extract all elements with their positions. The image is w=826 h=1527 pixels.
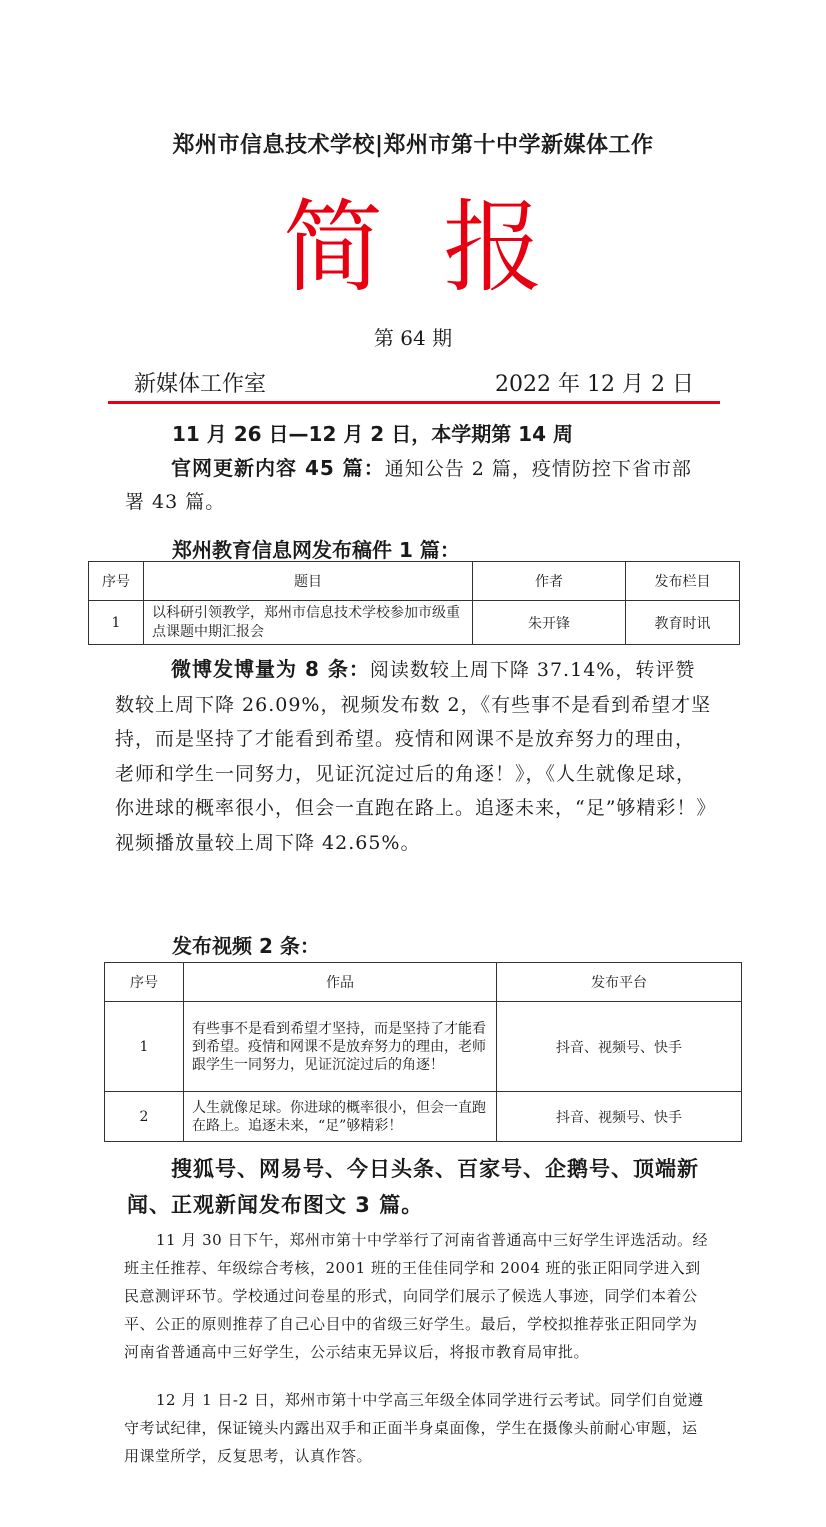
table-cell: 以科研引领教学，郑州市信息技术学校参加市级重点课题中期汇报会	[144, 601, 473, 645]
issue-number: 第 64 期	[373, 326, 453, 350]
weibo-lead: 微博发博量为 8 条：	[171, 657, 370, 681]
table-cell: 1	[105, 1002, 184, 1092]
edu-net-heading: 郑州教育信息网发布稿件 1 篇：	[172, 538, 460, 562]
edu-net-table	[88, 561, 740, 645]
table-cell: 抖音、视频号、快手	[497, 1002, 742, 1092]
table-cell: 朱开锋	[473, 601, 626, 645]
weibo-summary	[115, 652, 713, 860]
table-cell: 有些事不是看到希望才坚持，而是坚持了才能看到希望。疫情和网课不是放弃努力的理由，老师跟学生一同努力，见证沉淀过后的角逐！	[184, 1002, 497, 1092]
table-cell: 2	[105, 1092, 184, 1142]
organization-title: 郑州市信息技术学校|郑州市第十中学新媒体工作	[172, 133, 654, 158]
column-header: 作者	[473, 562, 626, 601]
website-summary	[125, 452, 710, 519]
table-cell: 抖音、视频号、快手	[497, 1092, 742, 1142]
paragraph-cloud-exam: 12 月 1 日-2 日，郑州市第十中学高三年级全体同学进行云考试。同学们自觉遵守考试纪律，保证镜头内露出双手和正面半身桌面像，学生在摄像头前耐心审题，运用课堂所学，反复思考，认真作答。	[124, 1391, 704, 1465]
videos-table	[104, 962, 742, 1142]
header-divider	[108, 401, 720, 404]
media-heading: 搜狐号、网易号、今日头条、百家号、企鹅号、顶端新闻、正观新闻发布图文 3 篇。	[127, 1157, 699, 1217]
column-header: 作品	[184, 963, 497, 1002]
office-name: 新媒体工作室	[134, 372, 267, 397]
week-line: 11 月 26 日—12 月 2 日，本学期第 14 周	[172, 422, 573, 446]
table-row	[89, 601, 740, 645]
column-header: 发布栏目	[626, 562, 740, 601]
website-text: 通知公告 2 篇，疫情防控下省市部署 43 篇。	[125, 458, 692, 513]
masthead-title: 简报	[283, 189, 603, 306]
issue-date: 2022 年 12 月 2 日	[495, 372, 694, 397]
column-header: 题目	[144, 562, 473, 601]
table-row	[105, 1092, 742, 1142]
table-cell: 1	[89, 601, 144, 645]
weibo-text: 阅读数较上周下降 37.14%，转评赞数较上周下降 26.09%，视频发布数 2，《有些事不是看到希望才坚持，而是坚持了才能看到希望。疫情和网课不是放弃努力的理由，老师和学生一同努力，见证沉淀过后的角逐！》，《人生就像足球，你进球的概率很小，但会一直跑在路上。追逐未来，“足”够精彩！》视频播放量较上周下降 42.65%。	[115, 659, 712, 854]
table-row	[105, 1002, 742, 1092]
videos-heading: 发布视频 2 条：	[172, 934, 320, 958]
column-header: 发布平台	[497, 963, 742, 1002]
column-header: 序号	[105, 963, 184, 1002]
table-cell: 人生就像足球。你进球的概率很小，但会一直跑在路上。追逐未来，“足”够精彩！	[184, 1092, 497, 1142]
table-cell: 教育时讯	[626, 601, 740, 645]
website-lead: 官网更新内容 45 篇：	[171, 456, 385, 480]
paragraph-three-good-students: 11 月 30 日下午，郑州市第十中学举行了河南省普通高中三好学生评选活动。经班主任推荐、年级综合考核，2001 班的王佳佳同学和 2004 班的张正阳同学进入到民意测评环节。学校通过问卷星的形式，向同学们展示了候选人事迹，同学们本着公平、公正的原则推荐了自己心目中的省级三好学生。最后，学校拟推荐张正阳同学为河南省普通高中三好学生，公示结束无异议后，将报市教育局审批。	[124, 1231, 708, 1361]
column-header: 序号	[89, 562, 144, 601]
